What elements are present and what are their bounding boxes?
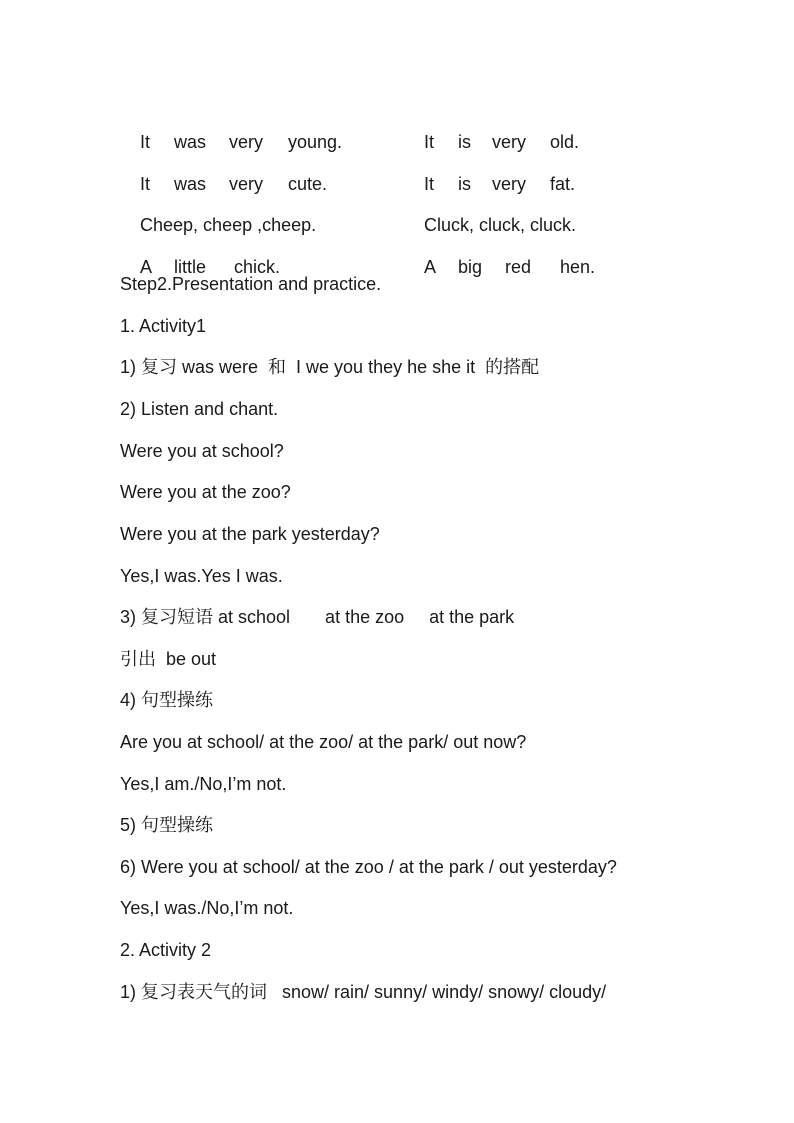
text-line: 2) Listen and chant. bbox=[120, 399, 279, 419]
text-line: 5) 句型操练 bbox=[120, 815, 214, 835]
text-line: Yes,I was./No,I’m not. bbox=[120, 898, 294, 918]
poem-word: young. bbox=[288, 132, 343, 152]
text-line: 6) Were you at school/ at the zoo / at the park / out yesterday? bbox=[120, 857, 617, 877]
poem-word: is bbox=[458, 132, 472, 152]
poem-word: was bbox=[174, 174, 207, 194]
text-line: Were you at school? bbox=[120, 441, 284, 461]
poem-word: fat. bbox=[550, 174, 576, 194]
poem-word: hen. bbox=[560, 257, 596, 277]
poem-word: very bbox=[229, 132, 264, 152]
text-line: Are you at school/ at the zoo/ at the park/ out now? bbox=[120, 732, 527, 752]
poem-word: very bbox=[492, 174, 527, 194]
text-line: 引出 be out bbox=[120, 649, 217, 669]
poem-word: chick. bbox=[234, 257, 281, 277]
poem-word: is bbox=[458, 174, 472, 194]
poem-word: was bbox=[174, 132, 207, 152]
text-line: Were you at the park yesterday? bbox=[120, 524, 380, 544]
poem-word: big bbox=[458, 257, 483, 277]
poem-word: red bbox=[505, 257, 532, 277]
text-line: Yes,I am./No,I’m not. bbox=[120, 774, 287, 794]
poem-word: It bbox=[140, 132, 151, 152]
text-line: 1) 复习 was were 和 I we you they he she it 的搭配 bbox=[120, 357, 540, 377]
poem-word: very bbox=[492, 132, 527, 152]
poem-word: little bbox=[174, 257, 207, 277]
poem-word: It bbox=[424, 174, 435, 194]
text-line: 4) 句型操练 bbox=[120, 690, 214, 710]
activity2-heading: 2. Activity 2 bbox=[120, 940, 212, 960]
step2-heading: Step2.Presentation and practice. bbox=[120, 274, 382, 294]
poem-word: It bbox=[140, 174, 151, 194]
text-line: Were you at the zoo? bbox=[120, 482, 291, 502]
text-line: 3) 复习短语 at school at the zoo at the park bbox=[120, 607, 515, 627]
poem-word: old. bbox=[550, 132, 580, 152]
poem-word: A bbox=[140, 257, 153, 277]
poem-row-4-right bbox=[404, 231, 595, 303]
poem-word: A bbox=[424, 257, 437, 277]
poem-word: cute. bbox=[288, 174, 328, 194]
text-line: Yes,I was.Yes I was. bbox=[120, 566, 283, 586]
poem-word: Cluck, cluck, cluck. bbox=[424, 215, 577, 235]
poem-word: Cheep, cheep ,cheep. bbox=[140, 215, 317, 235]
text-line: 1) 复习表天气的词 snow/ rain/ sunny/ windy/ snowy/ cloudy/ bbox=[120, 982, 607, 1002]
poem-word: very bbox=[229, 174, 264, 194]
poem-word: It bbox=[424, 132, 435, 152]
activity1-heading: 1. Activity1 bbox=[120, 316, 207, 336]
